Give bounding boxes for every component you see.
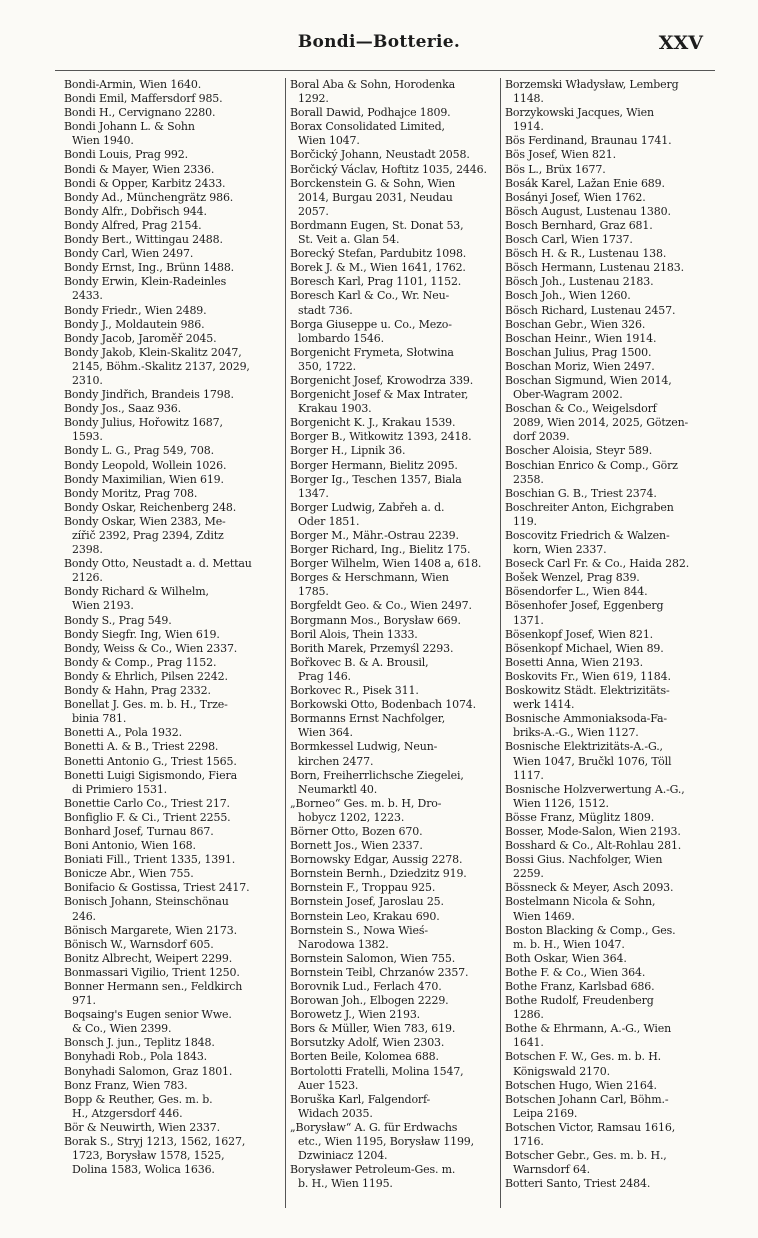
- directory-line: 2145, Böhm.-Skalitz 2137, 2029,: [72, 359, 250, 373]
- header-rule: [55, 70, 715, 71]
- directory-line: Borecký Stefan, Pardubitz 1098.: [290, 247, 467, 261]
- directory-line: Bösenkopf Michael, Wien 89.: [505, 641, 664, 655]
- directory-line: Boskovits Fr., Wien 619, 1184.: [505, 669, 671, 683]
- directory-line: Bonetti Antonio G., Triest 1565.: [64, 754, 237, 768]
- directory-line: Bopp & Reuther, Ges. m. b.: [64, 1092, 213, 1106]
- directory-line: 1148.: [513, 92, 544, 106]
- directory-line: Boqsaing's Eugen senior Wwe.: [64, 1008, 232, 1022]
- directory-line: Botteri Santo, Triest 2484.: [505, 1177, 651, 1191]
- directory-line: Bösenhofer Josef, Eggenberg: [505, 599, 664, 613]
- directory-line: Boresch Karl, Prag 1101, 1152.: [290, 275, 462, 289]
- directory-line: Bonmassari Vigilio, Trient 1250.: [64, 965, 240, 979]
- directory-line: Bös Josef, Wien 821.: [505, 148, 616, 162]
- directory-line: Bondi Emil, Maffersdorf 985.: [64, 92, 223, 106]
- directory-line: Bondy S., Prag 549.: [64, 613, 172, 627]
- directory-line: Boschan & Co., Weigelsdorf: [505, 402, 657, 416]
- directory-line: Bondy Leopold, Wollein 1026.: [64, 458, 227, 472]
- directory-line: Bornett Jos., Wien 2337.: [290, 839, 423, 853]
- directory-line: Bonhard Josef, Turnau 867.: [64, 824, 214, 838]
- directory-line: Borger Wilhelm, Wien 1408 a, 618.: [290, 557, 482, 571]
- directory-line: Boscher Aloisia, Steyr 589.: [505, 444, 653, 458]
- running-title: Bondi—Botterie.: [297, 32, 461, 52]
- directory-line: b. H., Wien 1195.: [298, 1177, 393, 1191]
- directory-line: & Co., Wien 2399.: [72, 1022, 172, 1036]
- directory-line: Boni Antonio, Wien 168.: [64, 839, 196, 853]
- directory-line: Bormkessel Ludwig, Neun-: [290, 740, 438, 754]
- directory-line: Bothe & Ehrmann, A.-G., Wien: [505, 1022, 672, 1036]
- directory-line: Dolina 1583, Wolica 1636.: [72, 1163, 215, 1177]
- directory-line: stadt 736.: [298, 303, 353, 317]
- page-header: [0, 28, 758, 56]
- directory-line: Bondi Johann L. & Sohn: [64, 120, 195, 134]
- directory-line: Bondy Oskar, Reichenberg 248.: [64, 500, 237, 514]
- directory-line: Bös Ferdinand, Braunau 1741.: [505, 134, 672, 148]
- directory-line: Borgenicht Josef, Krowodrza 339.: [290, 373, 474, 387]
- directory-line: Königswald 2170.: [513, 1064, 610, 1078]
- directory-line: Borsutzky Adolf, Wien 2303.: [290, 1036, 445, 1050]
- directory-line: Narodowa 1382.: [298, 937, 389, 951]
- directory-line: Bosnische Elektrizitäts-A.-G.,: [505, 740, 663, 754]
- directory-line: Botscher Gebr., Ges. m. b. H.,: [505, 1149, 667, 1163]
- directory-line: Bornstein Josef, Jaroslau 25.: [290, 895, 444, 909]
- directory-line: Borger Hermann, Bielitz 2095.: [290, 458, 458, 472]
- directory-line: werk 1414.: [513, 698, 575, 712]
- directory-line: Bosányi Josef, Wien 1762.: [505, 190, 646, 204]
- directory-line: Bosch Carl, Wien 1737.: [505, 233, 633, 247]
- directory-line: Börner Otto, Bozen 670.: [290, 824, 423, 838]
- directory-line: Borčický Johann, Neustadt 2058.: [290, 148, 470, 162]
- directory-line: Bondy Julius, Hořowitz 1687,: [64, 416, 223, 430]
- directory-line: „Borysław“ A. G. für Erdwachs: [290, 1120, 458, 1134]
- directory-line: Warnsdorf 64.: [513, 1163, 590, 1177]
- directory-line: Boschan Julius, Prag 1500.: [505, 345, 652, 359]
- directory-line: 1785.: [298, 585, 329, 599]
- directory-line: Prag 146.: [298, 669, 351, 683]
- directory-line: Borzykowski Jacques, Wien: [505, 106, 654, 120]
- directory-line: Bondy Siegfr. Ing, Wien 619.: [64, 627, 220, 641]
- directory-line: Borgenicht Frymeta, Słotwina: [290, 345, 454, 359]
- directory-line: Bondi-Armin, Wien 1640.: [64, 78, 202, 91]
- directory-line: Oder 1851.: [298, 514, 360, 528]
- directory-line: Bornstein F., Troppau 925.: [290, 881, 436, 895]
- directory-line: Bondy Oskar, Wien 2383, Me-: [64, 514, 226, 528]
- directory-line: Bortolotti Fratelli, Molina 1547,: [290, 1064, 464, 1078]
- directory-line: Bostelmann Nicola & Sohn,: [505, 895, 656, 909]
- directory-line: Bormanns Ernst Nachfolger,: [290, 712, 446, 726]
- directory-line: Bossi Gius. Nachfolger, Wien: [505, 853, 663, 867]
- directory-line: Bothe Franz, Karlsbad 686.: [505, 980, 655, 993]
- directory-line: Bonfiglio F. & Ci., Trient 2255.: [64, 810, 231, 824]
- directory-line: Borzemski Władysław, Lemberg: [505, 78, 679, 91]
- page-number: XXV: [658, 32, 703, 54]
- directory-line: Bösenkopf Josef, Wien 821.: [505, 627, 654, 641]
- directory-line: Bonicze Abr., Wien 755.: [64, 867, 194, 881]
- directory-line: Bornstein Bernh., Dziedzitz 919.: [290, 867, 467, 881]
- directory-line: Bonitz Albrecht, Weipert 2299.: [64, 951, 233, 965]
- directory-line: Bondy Friedr., Wien 2489.: [64, 303, 207, 317]
- directory-line: Bonsch J. jun., Teplitz 1848.: [64, 1036, 215, 1050]
- directory-line: 2089, Wien 2014, 2025, Götzen-: [513, 416, 689, 430]
- directory-line: di Primiero 1531.: [72, 782, 168, 796]
- directory-line: Bonifacio & Gostissa, Triest 2417.: [64, 881, 250, 895]
- directory-line: Boral Aba & Sohn, Horodenka: [290, 78, 456, 91]
- directory-line: 1641.: [513, 1036, 544, 1050]
- directory-line: Borkowski Otto, Bodenbach 1074.: [290, 698, 476, 712]
- directory-line: Bondi & Opper, Karbitz 2433.: [64, 176, 226, 190]
- directory-line: Boruška Karl, Falgendorf-: [290, 1092, 431, 1106]
- directory-line: Krakau 1903.: [298, 402, 372, 416]
- directory-line: Bondy Alfred, Prag 2154.: [64, 218, 202, 232]
- directory-line: Borkovec R., Pisek 311.: [290, 684, 419, 698]
- directory-line: Boniati Fill., Trient 1335, 1391.: [64, 853, 236, 867]
- directory-line: Bondy Ad., Münchengrätz 986.: [64, 190, 234, 204]
- directory-line: Bondi Louis, Prag 992.: [64, 148, 188, 162]
- directory-line: Boseck Carl Fr. & Co., Haida 282.: [505, 557, 690, 571]
- directory-line: Bosser, Mode-Salon, Wien 2193.: [505, 824, 681, 838]
- column-2: [285, 78, 502, 1208]
- directory-line: Boschan Heinr., Wien 1914.: [505, 331, 657, 345]
- directory-line: Botschen F. W., Ges. m. b. H.: [505, 1050, 662, 1064]
- directory-line: Boschan Sigmund, Wien 2014,: [505, 373, 672, 387]
- directory-line: Borten Beile, Kolomea 688.: [290, 1050, 439, 1064]
- directory-line: Bonetti A. & B., Triest 2298.: [64, 740, 219, 754]
- directory-line: Boresch Karl & Co., Wr. Neu-: [290, 289, 450, 303]
- directory-line: Bönisch W., Warnsdorf 605.: [64, 937, 214, 951]
- directory-line: 2433.: [72, 289, 103, 303]
- directory-line: Bönisch Margarete, Wien 2173.: [64, 923, 237, 937]
- directory-line: Borger H., Lipnik 36.: [290, 444, 406, 458]
- directory-line: Wien 1047, Bručkl 1076, Töll: [513, 754, 672, 768]
- directory-line: Bösse Franz, Müglitz 1809.: [505, 810, 655, 824]
- directory-line: Bosch Joh., Wien 1260.: [505, 289, 631, 303]
- directory-line: Borger M., Mähr.-Ostrau 2239.: [290, 529, 459, 542]
- directory-line: Borowan Joh., Elbogen 2229.: [290, 994, 449, 1008]
- directory-line: 2310.: [72, 373, 103, 387]
- directory-line: Borgfeldt Geo. & Co., Wien 2497.: [290, 599, 472, 613]
- directory-line: 2259.: [513, 867, 544, 881]
- directory-line: Bondy Jacob, Jaroměř 2045.: [64, 331, 217, 345]
- directory-line: Wien 1047.: [298, 134, 360, 148]
- directory-line: „Borneo“ Ges. m. b. H, Dro-: [290, 796, 442, 810]
- directory-line: Borger Ludwig, Zabřeh a. d.: [290, 500, 445, 514]
- directory-line: Bondy L. G., Prag 549, 708.: [64, 444, 214, 458]
- directory-line: Bonetti Luigi Sigismondo, Fiera: [64, 768, 237, 782]
- directory-line: Bondy Maximilian, Wien 619.: [64, 472, 224, 486]
- directory-line: briks-A.-G., Wien 1127.: [513, 726, 639, 740]
- directory-line: Bonz Franz, Wien 783.: [64, 1078, 188, 1092]
- directory-line: 2126.: [72, 571, 103, 585]
- directory-line: Wien 1940.: [72, 134, 134, 148]
- directory-line: Bosetti Anna, Wien 2193.: [505, 655, 643, 669]
- directory-line: 1347.: [298, 486, 329, 500]
- directory-line: Bösendorfer L., Wien 844.: [505, 585, 648, 599]
- directory-line: Botschen Hugo, Wien 2164.: [505, 1078, 657, 1092]
- directory-line: Boston Blacking & Comp., Ges.: [505, 923, 676, 937]
- directory-line: Bondy & Hahn, Prag 2332.: [64, 684, 211, 698]
- directory-line: Bonner Hermann sen., Feldkirch: [64, 980, 243, 993]
- directory-line: dorf 2039.: [513, 430, 570, 444]
- directory-line: m. b. H., Wien 1047.: [513, 937, 625, 951]
- directory-line: Bornstein Teibl, Chrzanów 2357.: [290, 965, 469, 979]
- directory-line: 2057.: [298, 204, 329, 218]
- directory-line: 2014, Burgau 2031, Neudau: [298, 190, 453, 204]
- directory-line: Bornowsky Edgar, Aussig 2278.: [290, 853, 463, 867]
- directory-line: 971.: [72, 994, 96, 1008]
- directory-line: Bosch Bernhard, Graz 681.: [505, 218, 653, 232]
- directory-line: Bondi H., Cervignano 2280.: [64, 106, 216, 120]
- directory-line: Borčický Václav, Hoftitz 1035, 2446.: [290, 162, 487, 176]
- directory-line: Borges & Herschmann, Wien: [290, 571, 449, 585]
- directory-line: Bondy, Weiss & Co., Wien 2337.: [64, 641, 238, 655]
- directory-line: Wien 1126, 1512.: [513, 796, 609, 810]
- directory-line: Bosnische Ammoniaksoda-Fa-: [505, 712, 667, 726]
- directory-line: Bosshard & Co., Alt-Rohlau 281.: [505, 839, 682, 853]
- directory-line: Bösch Hermann, Lustenau 2183.: [505, 261, 684, 275]
- directory-line: Ober-Wagram 2002.: [513, 388, 623, 402]
- directory-line: 2358.: [513, 472, 544, 486]
- directory-line: Bondy Bert., Wittingau 2488.: [64, 233, 223, 247]
- directory-line: Bondy Erwin, Klein-Radeinles: [64, 275, 227, 289]
- directory-line: Bondy Carl, Wien 2497.: [64, 247, 194, 261]
- directory-line: binia 781.: [72, 712, 127, 726]
- directory-line: Dzwiniacz 1204.: [298, 1149, 388, 1163]
- directory-line: Borith Marek, Przemyśl 2293.: [290, 641, 454, 655]
- directory-line: Bösch August, Lustenau 1380.: [505, 204, 671, 218]
- directory-line: Bondy J., Moldautein 986.: [64, 317, 205, 331]
- directory-line: Borger B., Witkowitz 1393, 2418.: [290, 430, 472, 444]
- directory-line: 2398.: [72, 543, 103, 557]
- directory-line: Bondy & Ehrlich, Pilsen 2242.: [64, 669, 228, 683]
- directory-line: Bondy Moritz, Prag 708.: [64, 486, 198, 500]
- directory-line: 1292.: [298, 92, 329, 106]
- directory-line: Borowetz J., Wien 2193.: [290, 1008, 421, 1022]
- directory-line: Borek J. & M., Wien 1641, 1762.: [290, 261, 466, 275]
- directory-line: Botschen Victor, Ramsau 1616,: [505, 1120, 676, 1134]
- directory-line: Borak S., Stryj 1213, 1562, 1627,: [64, 1135, 246, 1149]
- directory-line: Botschen Johann Carl, Böhm.-: [505, 1092, 669, 1106]
- directory-line: 1117.: [513, 768, 544, 782]
- directory-line: Bösch Joh., Lustenau 2183.: [505, 275, 654, 289]
- directory-line: 1723, Borysław 1578, 1525,: [72, 1149, 225, 1163]
- directory-line: Bondy Alfr., Dobřisch 944.: [64, 204, 207, 218]
- directory-line: Leipa 2169.: [513, 1106, 578, 1120]
- directory-line: Borax Consolidated Limited,: [290, 120, 445, 134]
- directory-line: Bošek Wenzel, Prag 839.: [505, 571, 640, 585]
- directory-line: Bondy Jindřich, Brandeis 1798.: [64, 388, 234, 402]
- directory-line: 1593.: [72, 430, 103, 444]
- column-3: [500, 78, 717, 1208]
- directory-line: Boschian G. B., Triest 2374.: [505, 486, 657, 500]
- directory-line: Bonyhadi Rob., Pola 1843.: [64, 1050, 208, 1064]
- directory-line: Borysławer Petroleum-Ges. m.: [290, 1163, 456, 1177]
- directory-line: Bosák Karel, Lažan Enie 689.: [505, 176, 665, 190]
- directory-line: 1286.: [513, 1008, 544, 1022]
- directory-line: Bondi & Mayer, Wien 2336.: [64, 162, 215, 176]
- directory-line: Borovnik Lud., Ferlach 470.: [290, 980, 442, 993]
- directory-line: Bondy Jakob, Klein-Skalitz 2047,: [64, 345, 242, 359]
- directory-line: Bonellat J. Ges. m. b. H., Trze-: [64, 698, 228, 712]
- directory-line: Wien 2193.: [72, 599, 134, 613]
- directory-line: Borga Giuseppe u. Co., Mezo-: [290, 317, 452, 331]
- directory-line: Bothe Rudolf, Freudenberg: [505, 994, 654, 1008]
- directory-line: Borall Dawid, Podhajce 1809.: [290, 106, 451, 120]
- directory-columns: [64, 78, 714, 1208]
- directory-line: St. Veit a. Glan 54.: [298, 233, 400, 247]
- directory-line: Bondy Richard & Wilhelm,: [64, 585, 209, 599]
- column-1: [64, 78, 274, 1208]
- directory-line: Bösch Richard, Lustenau 2457.: [505, 303, 676, 317]
- directory-line: Bors & Müller, Wien 783, 619.: [290, 1022, 456, 1036]
- directory-line: Borgenicht K. J., Krakau 1539.: [290, 416, 456, 430]
- directory-line: Bondy Otto, Neustadt a. d. Mettau: [64, 557, 252, 571]
- directory-line: Bornstein Salomon, Wien 755.: [290, 951, 456, 965]
- directory-line: 246.: [72, 909, 96, 923]
- directory-line: Boschian Enrico & Comp., Görz: [505, 458, 678, 472]
- directory-line: Boschan Moriz, Wien 2497.: [505, 359, 655, 373]
- directory-line: Widach 2035.: [298, 1106, 373, 1120]
- directory-line: 119.: [513, 514, 537, 528]
- directory-line: korn, Wien 2337.: [513, 543, 607, 557]
- directory-line: Bondy Jos., Saaz 936.: [64, 402, 181, 416]
- directory-line: Both Oskar, Wien 364.: [505, 951, 627, 965]
- directory-line: Bornstein S., Nowa Wieś-: [290, 923, 428, 937]
- directory-line: Born, Freiherrlichsche Ziegelei,: [290, 768, 464, 782]
- directory-line: Bonettie Carlo Co., Triest 217.: [64, 796, 230, 810]
- directory-line: Boril Alois, Thein 1333.: [290, 627, 418, 641]
- directory-line: Bonyhadi Salomon, Graz 1801.: [64, 1064, 233, 1078]
- directory-line: Bosnische Holzverwertung A.-G.,: [505, 782, 685, 796]
- directory-line: Boschan Gebr., Wien 326.: [505, 317, 646, 331]
- directory-line: Bös L., Brüx 1677.: [505, 162, 606, 176]
- directory-line: Bothe F. & Co., Wien 364.: [505, 965, 646, 979]
- directory-line: Bonisch Johann, Steinschönau: [64, 895, 229, 909]
- directory-line: 1716.: [513, 1135, 544, 1149]
- directory-line: Boskowitz Städt. Elektrizitäts-: [505, 684, 670, 698]
- directory-line: 1914.: [513, 120, 544, 134]
- directory-line: Wien 364.: [298, 726, 353, 740]
- directory-line: Bondy & Comp., Prag 1152.: [64, 655, 217, 669]
- directory-line: Auer 1523.: [298, 1078, 359, 1092]
- directory-line: Bornstein Leo, Krakau 690.: [290, 909, 440, 923]
- directory-line: H., Atzgersdorf 446.: [72, 1106, 183, 1120]
- directory-line: Bořkovec B. & A. Brousil,: [290, 655, 429, 669]
- directory-line: etc., Wien 1195, Borysław 1199,: [298, 1135, 474, 1149]
- directory-line: Bonetti A., Pola 1932.: [64, 726, 182, 740]
- directory-line: Borger Ig., Teschen 1357, Biala: [290, 472, 462, 486]
- directory-line: zířič 2392, Prag 2394, Zditz: [72, 529, 224, 542]
- directory-line: 1371.: [513, 613, 544, 627]
- directory-line: Boscovitz Friedrich & Walzen-: [505, 529, 670, 542]
- directory-line: Bordmann Eugen, St. Donat 53,: [290, 218, 464, 232]
- directory-line: Boschreiter Anton, Eichgraben: [505, 500, 674, 514]
- directory-line: Borgmann Mos., Borysław 669.: [290, 613, 461, 627]
- directory-line: lombardo 1546.: [298, 331, 384, 345]
- directory-line: kirchen 2477.: [298, 754, 374, 768]
- directory-line: Borgenicht Josef & Max Intrater,: [290, 388, 469, 402]
- directory-line: Borckenstein G. & Sohn, Wien: [290, 176, 456, 190]
- directory-line: hobycz 1202, 1223.: [298, 810, 405, 824]
- directory-line: Bör & Neuwirth, Wien 2337.: [64, 1120, 220, 1134]
- directory-line: Borger Richard, Ing., Bielitz 175.: [290, 543, 471, 557]
- directory-line: Wien 1469.: [513, 909, 575, 923]
- directory-line: Bondy Ernst, Ing., Brünn 1488.: [64, 261, 235, 275]
- directory-line: Bössneck & Meyer, Asch 2093.: [505, 881, 674, 895]
- directory-line: Bösch H. & R., Lustenau 138.: [505, 247, 667, 261]
- directory-line: Neumarktl 40.: [298, 782, 378, 796]
- directory-line: 350, 1722.: [298, 359, 356, 373]
